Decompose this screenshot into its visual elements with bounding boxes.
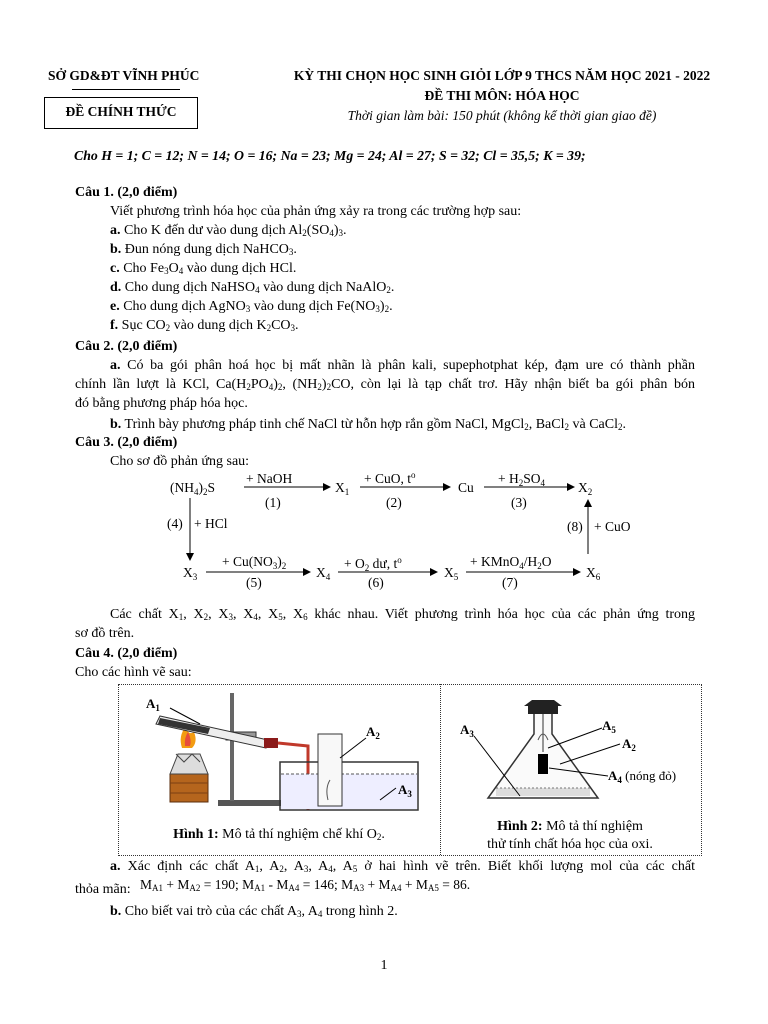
step-3: (3)	[511, 495, 527, 510]
q1-title: Câu 1. (2,0 điểm)	[75, 185, 178, 200]
node-x5: $X_5$	[444, 565, 459, 582]
figure-2-drawing	[450, 688, 700, 810]
step-2: (2)	[386, 495, 402, 510]
node-x2: $X_2$	[578, 480, 593, 497]
q1-item-a: a. Cho K đến dư vào dung dịch $Al_2(SO_4)_3$.	[110, 223, 347, 238]
node-nh4-2s: $(NH_4)_2S$	[170, 480, 216, 497]
tag-a4: $A_4$ (nóng đỏ)	[608, 768, 677, 785]
q4-a-line1: a. Xác định các chất $A_1$, $A_2$, $A_3$, $A_4$, $A_5$ ở hai hình vẽ trên. Biết khối lượng mol của các chất	[110, 859, 695, 874]
q4-intro: Cho các hình vẽ sau:	[75, 665, 192, 680]
q1-item-b: b. Đun nóng dung dịch NaHCO$_3$.	[110, 242, 297, 257]
tag-a1: $A_1$	[146, 696, 160, 713]
official-label: ĐỀ CHÍNH THỨC	[65, 104, 177, 119]
header-underline	[72, 89, 180, 90]
q2-a-line2: chính lần lượt là KCl, $Ca(H_2PO_4)_2$, $(NH_2)_2CO$, còn lại là tạp chất trơ. Hãy nhận biết ba gói phân bón	[75, 377, 695, 392]
q3-title: Câu 3. (2,0 điểm)	[75, 435, 178, 450]
step-7: (7)	[502, 575, 518, 590]
reagent-8: + CuO	[594, 519, 631, 534]
q2-title: Câu 2. (2,0 điểm)	[75, 339, 178, 354]
figure-2-caption-line2: thử tính chất hóa học của oxi.	[487, 837, 653, 852]
reagent-4: + HCl	[194, 516, 228, 531]
q1-intro: Viết phương trình hóa học của phản ứng xảy ra trong các trường hợp sau:	[110, 204, 522, 219]
step-4: (4)	[167, 516, 183, 531]
q3-note-line2: sơ đồ trên.	[75, 626, 135, 641]
node-x1: $X_1$	[335, 480, 350, 497]
reaction-scheme	[0, 470, 768, 594]
reagent-2: + CuO, $t^o$	[364, 470, 416, 486]
q2-a-line1: a. Có ba gói phân hoá học bị mất nhãn là phân kali, supephotphat kép, đạm ure có thành phần	[110, 358, 696, 373]
tag-a3: $A_3$	[398, 782, 412, 799]
page-number: 1	[380, 958, 388, 973]
q4-title: Câu 4. (2,0 điểm)	[75, 646, 178, 661]
step-1: (1)	[265, 495, 281, 510]
tag-a2-fig2: $A_2$	[622, 736, 636, 753]
node-x6: $X_6$	[586, 565, 601, 582]
figure-1-caption: Hình 1: Mô tả thí nghiệm chế khí $O_2$.	[173, 827, 385, 842]
step-8: (8)	[567, 519, 583, 534]
q2-a-line3: đó bằng phương pháp hóa học.	[75, 396, 248, 411]
q3-note-line1: Các chất $X_1$, $X_2$, $X_3$, $X_4$, $X_5$, $X_6$ khác nhau. Viết phương trình hóa học của các phản ứng trong	[110, 607, 696, 622]
exam-subject: ĐỀ THI MÔN: HÓA HỌC	[424, 88, 580, 103]
node-cu: Cu	[458, 480, 474, 495]
reagent-3: + $H_2SO_4$	[498, 471, 546, 488]
reagent-1: + NaOH	[246, 471, 293, 486]
reagent-5: + $Cu(NO_3)_2$	[222, 554, 287, 571]
q2-b: b. Trình bày phương pháp tinh chế NaCl từ hỗn hợp rắn gồm NaCl, MgCl$_2$, BaCl$_2$ và CaCl$_2$.	[110, 417, 626, 432]
reagent-6: + $O_2$ dư, $t^o$	[344, 555, 402, 573]
tag-a3-fig2: $A_3$	[460, 722, 474, 739]
q4-a-line2: thỏa mãn:	[75, 882, 131, 897]
step-5: (5)	[246, 575, 262, 590]
figure-1-drawing	[140, 688, 440, 816]
q1-item-d: d. Cho dung dịch NaHSO$_4$ vào dung dịch NaAlO$_2$.	[110, 280, 395, 295]
node-x4: $X_4$	[316, 565, 331, 582]
tag-a5: $A_5$	[602, 718, 616, 735]
q1-item-f: f. Sục $CO_2$ vào dung dịch $K_2CO_3$.	[110, 318, 299, 333]
figure-2-caption-line1: Hình 2: Mô tả thí nghiệm	[497, 819, 643, 834]
q1-item-e: e. Cho dung dịch AgNO$_3$ vào dung dịch $Fe(NO_3)_2$.	[110, 299, 393, 314]
step-6: (6)	[368, 575, 384, 590]
q1-item-c: c. Cho $Fe_3O_4$ vào dung dịch HCl.	[110, 261, 297, 276]
department-name: SỞ GD&ĐT VĨNH PHÚC	[48, 68, 200, 83]
reagent-7: + $KMnO_4/H_2O$	[470, 554, 552, 571]
exam-title: KỲ THI CHỌN HỌC SINH GIỎI LỚP 9 THCS NĂM HỌC 2021 - 2022	[293, 68, 711, 83]
figure-divider	[440, 684, 441, 855]
q3-intro: Cho sơ đồ phản ứng sau:	[110, 454, 250, 469]
q4-b: b. Cho biết vai trò của các chất $A_3$, $A_4$ trong hình 2.	[110, 904, 398, 919]
atomic-masses: Cho H = 1; C = 12; N = 14; O = 16; Na = 23; Mg = 24; Al = 27; S = 32; Cl = 35,5; K = 39;	[74, 148, 586, 163]
molar-mass-equation: $M_{A1} + M_{A2} = 190$; $M_{A1} - M_{A4} = 146$; $M_{A3} + M_{A4} + M_{A5} = 86$.	[140, 877, 471, 893]
tag-a2: $A_2$	[366, 724, 380, 741]
exam-time: Thời gian làm bài: 150 phút (không kể thời gian giao đề)	[347, 108, 657, 123]
node-x3: $X_3$	[183, 565, 198, 582]
